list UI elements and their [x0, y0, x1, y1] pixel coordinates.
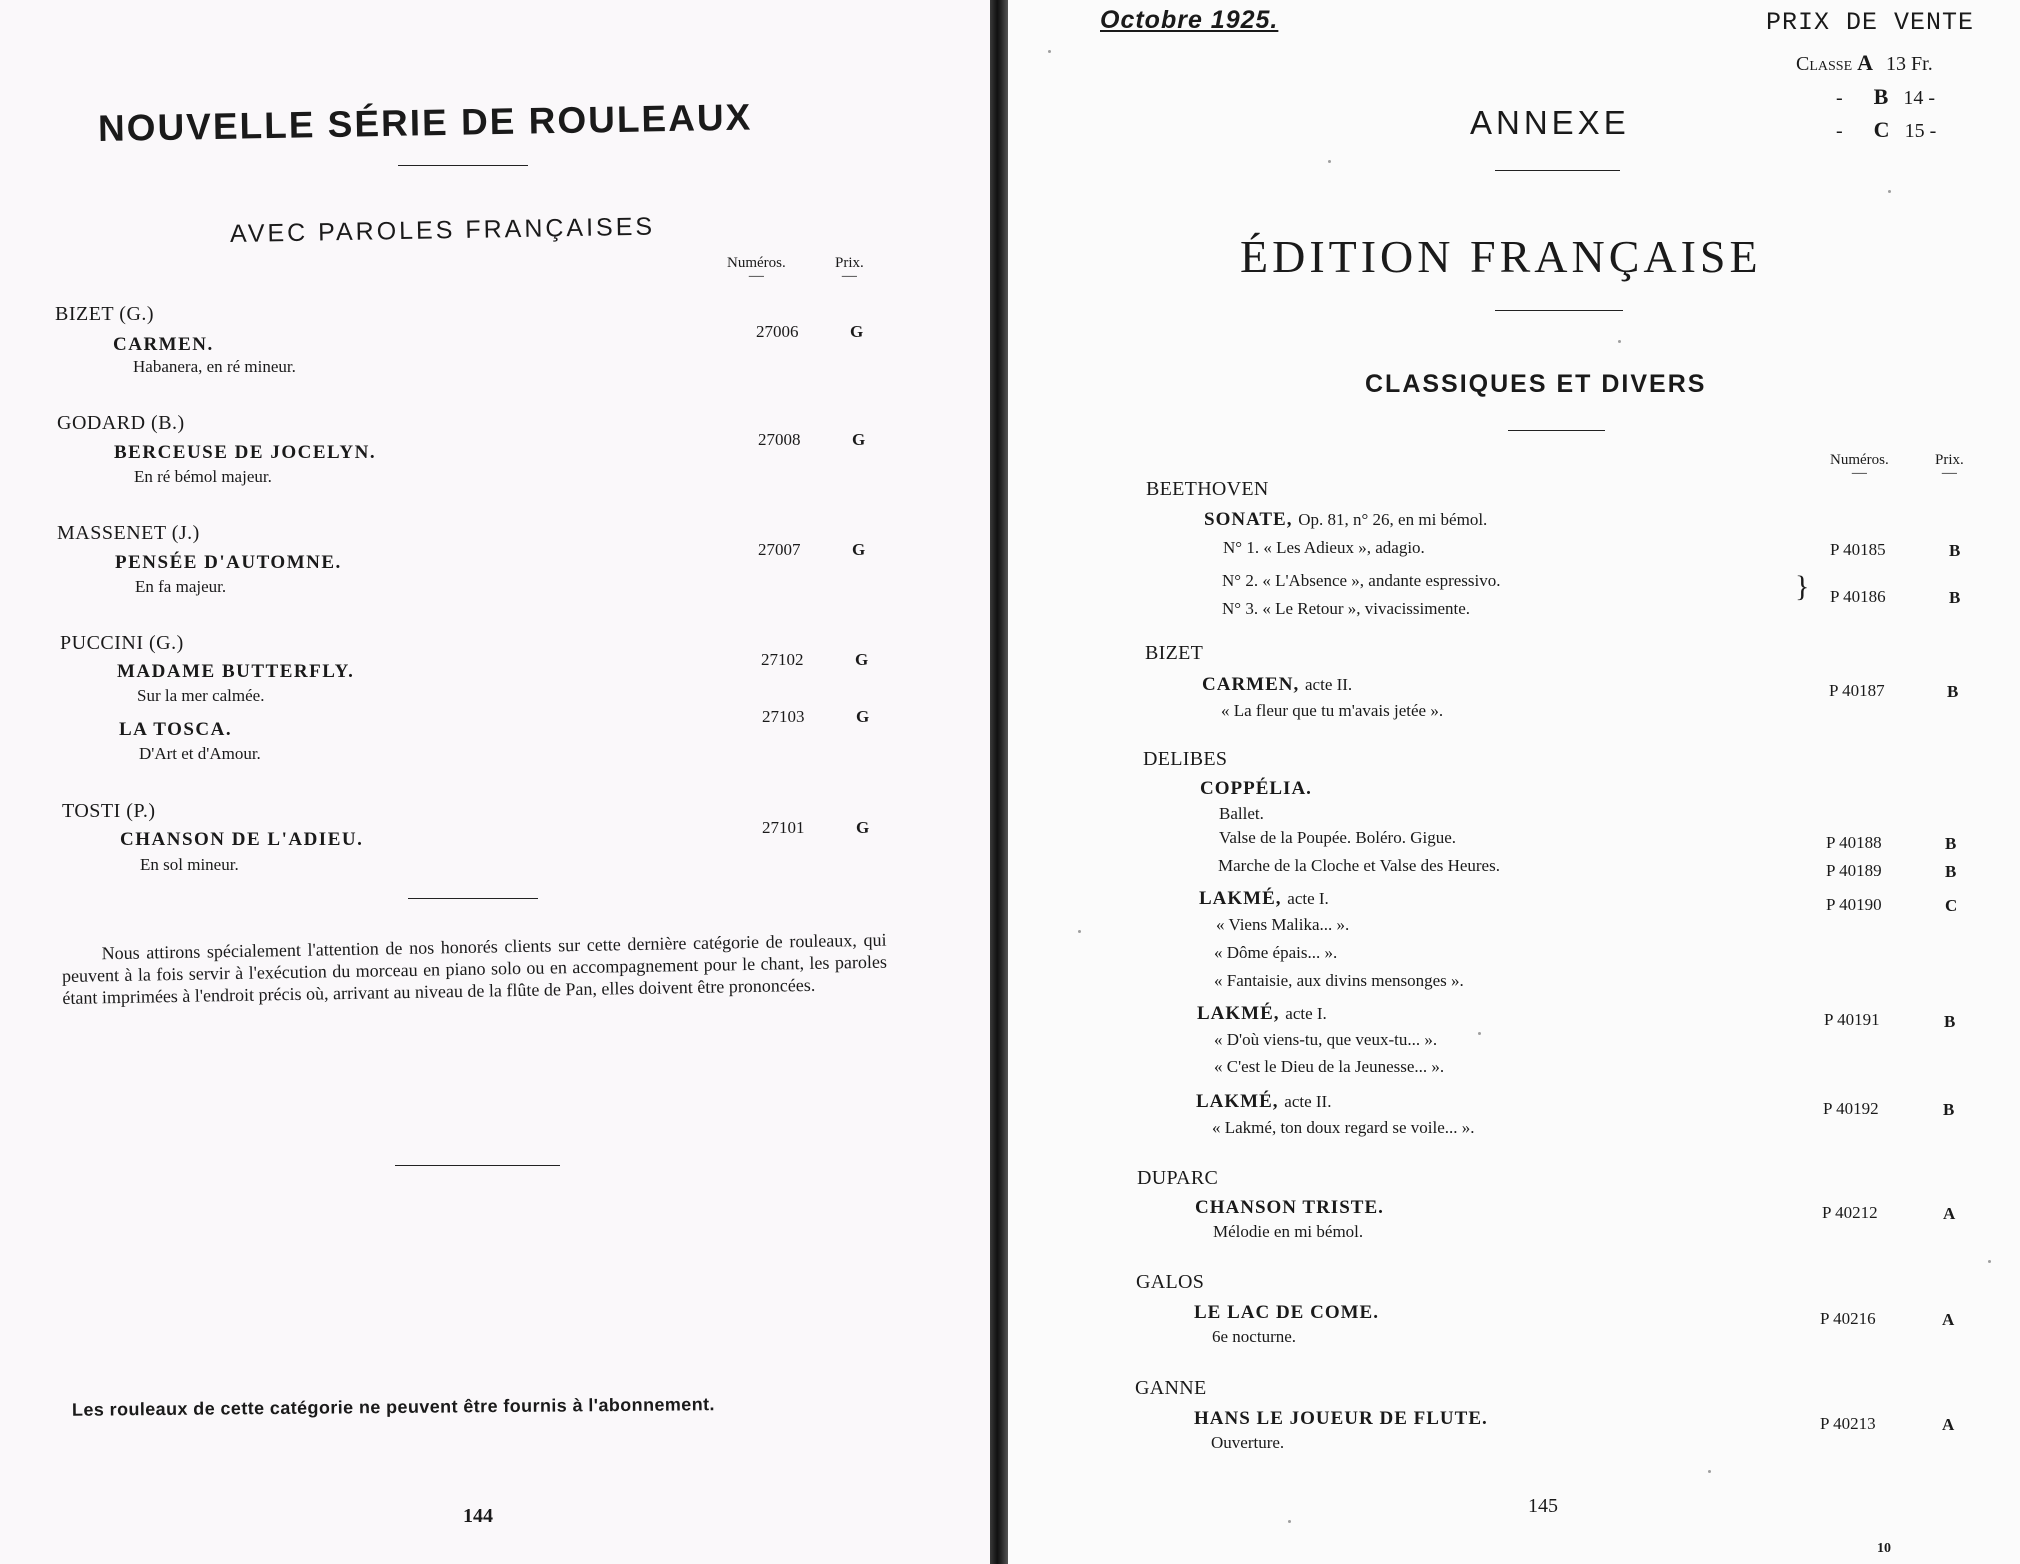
price-class-row: Classe A 13 Fr. [1796, 50, 1933, 75]
work-title: COPPÉLIA. [1200, 778, 1312, 799]
price-class: A [1942, 1415, 1955, 1434]
catalog-number: P 40191 [1824, 1010, 1880, 1029]
price-schedule-label: PRIX DE VENTE [1766, 8, 1975, 37]
annexe-heading: ANNEXE [1470, 104, 1630, 141]
work-detail: En sol mineur. [140, 855, 239, 874]
catalog-number: 27102 [761, 650, 804, 669]
catalog-number: P 40188 [1826, 833, 1882, 852]
work-detail: Ouverture. [1211, 1433, 1285, 1452]
footer-notice: Les rouleaux de cette catégorie ne peuvent être fournis à l'abonnement. [71, 1394, 715, 1420]
work-title: BERCEUSE DE JOCELYN. [114, 442, 377, 463]
composer-name: GALOS [1136, 1271, 1205, 1293]
work-title: CHANSON TRISTE. [1195, 1197, 1384, 1218]
grouping-brace: } [1795, 570, 1810, 603]
work-detail: « Lakmé, ton doux regard se voile... ». [1212, 1118, 1475, 1137]
notice-paragraph: Nous attirons spécialement l'attention de nos honorés clients sur cette dernière catégorie de rouleaux, qui peuvent à la fois servir à l'exécution du morceau en piano solo ou en accompagnement pour le chant, les paroles étant imprimées à l'endroit précis où, arrivant au niveau de la flûte de Pan, elles doivent être prononcées. [61, 929, 888, 1008]
price-class: G [852, 430, 866, 449]
work-detail: D'Art et d'Amour. [139, 744, 261, 763]
composer-name: DUPARC [1137, 1167, 1219, 1189]
catalog-number: P 40213 [1820, 1414, 1876, 1433]
section-heading: CLASSIQUES ET DIVERS [1365, 370, 1707, 398]
catalog-number: 27008 [758, 430, 801, 449]
left-heading: NOUVELLE SÉRIE DE ROULEAUX [97, 96, 753, 149]
price-class: B [1945, 834, 1957, 853]
work-title: LE LAC DE COME. [1194, 1302, 1379, 1323]
divider [395, 1165, 560, 1166]
price-class-row: - B 14 - [1836, 84, 1936, 109]
composer-name: DELIBES [1143, 748, 1228, 770]
column-header-numeros: Numéros. — [1830, 452, 1889, 481]
work-detail: N° 1. « Les Adieux », adagio. [1223, 538, 1425, 557]
catalog-number: P 40212 [1822, 1203, 1878, 1222]
price-class: A [1942, 1310, 1955, 1329]
divider [1495, 310, 1623, 311]
work-detail: N° 3. « Le Retour », vivacissimente. [1222, 599, 1471, 618]
composer-name: TOSTI (P.) [62, 800, 156, 822]
catalog-number: 27007 [758, 540, 801, 559]
composer-name: GODARD (B.) [57, 412, 185, 434]
work-title: LA TOSCA. [119, 719, 233, 740]
price-class: C [1945, 896, 1958, 915]
composer-name: BIZET (G.) [55, 303, 155, 325]
divider [408, 898, 538, 899]
column-header-numeros: Numéros. — [727, 255, 786, 284]
page-number: 145 [1528, 1495, 1558, 1517]
work-detail: « D'où viens-tu, que veux-tu... ». [1214, 1030, 1438, 1049]
column-header-prix: Prix. — [835, 255, 864, 284]
work-detail: 6e nocturne. [1212, 1327, 1297, 1346]
price-class-row: - C 15 - [1836, 117, 1937, 142]
catalog-number: P 40185 [1830, 540, 1886, 559]
work-detail: Valse de la Poupée. Boléro. Gigue. [1219, 828, 1456, 847]
work-title: HANS LE JOUEUR DE FLUTE. [1194, 1408, 1488, 1429]
catalog-number: P 40186 [1830, 587, 1886, 606]
issue-date: Octobre 1925. [1100, 6, 1279, 34]
left-page [0, 0, 990, 1564]
work-detail: « Viens Malika... ». [1216, 915, 1350, 934]
work-detail: Marche de la Cloche et Valse des Heures. [1218, 856, 1500, 875]
composer-name: GANNE [1135, 1377, 1207, 1399]
price-class: G [855, 650, 869, 669]
price-class: B [1944, 1012, 1956, 1031]
work-title: LAKMÉ, acte II. [1196, 1091, 1332, 1112]
price-schedule [1766, 8, 1974, 37]
work-detail: Ballet. [1219, 804, 1264, 823]
edition-heading: ÉDITION FRANÇAISE [1240, 231, 1762, 282]
work-detail: N° 2. « L'Absence », andante espressivo. [1222, 571, 1501, 590]
composer-name: BIZET [1145, 642, 1204, 664]
composer-name: PUCCINI (G.) [60, 632, 184, 654]
catalog-number: 27006 [756, 322, 799, 341]
work-detail: Habanera, en ré mineur. [133, 357, 296, 376]
price-class: B [1949, 541, 1961, 560]
composer-name: BEETHOVEN [1146, 478, 1269, 500]
divider [1495, 170, 1620, 171]
page-number: 144 [463, 1505, 493, 1527]
work-title: LAKMÉ, acte I. [1197, 1003, 1327, 1024]
composer-name: MASSENET (J.) [57, 522, 200, 544]
price-class: B [1949, 588, 1961, 607]
work-title: SONATE, Op. 81, n° 26, en mi bémol. [1204, 509, 1488, 530]
price-class: G [856, 818, 870, 837]
price-class: G [856, 707, 870, 726]
work-title: CARMEN. [113, 334, 214, 355]
work-title: PENSÉE D'AUTOMNE. [115, 552, 342, 573]
book-gutter [990, 0, 1008, 1564]
work-detail: En ré bémol majeur. [134, 467, 272, 486]
catalog-number: 27103 [762, 707, 805, 726]
price-class: G [850, 322, 864, 341]
catalog-number: P 40216 [1820, 1309, 1876, 1328]
catalog-number: P 40190 [1826, 895, 1882, 914]
column-header-prix: Prix. — [1935, 452, 1964, 481]
right-page [1008, 0, 2020, 1564]
work-detail: « La fleur que tu m'avais jetée ». [1221, 701, 1444, 720]
price-class: A [1943, 1204, 1956, 1223]
work-detail: « Fantaisie, aux divins mensonges ». [1214, 971, 1464, 990]
price-class: G [852, 540, 866, 559]
work-title: CHANSON DE L'ADIEU. [120, 829, 364, 850]
catalog-number: P 40189 [1826, 861, 1882, 880]
work-title: LAKMÉ, acte I. [1199, 888, 1329, 909]
left-subheading: AVEC PAROLES FRANÇAISES [229, 212, 656, 248]
work-detail: « C'est le Dieu de la Jeunesse... ». [1214, 1057, 1445, 1076]
price-class: B [1943, 1100, 1955, 1119]
catalog-number: 27101 [762, 818, 805, 837]
work-detail: Sur la mer calmée. [137, 686, 265, 705]
price-class: B [1947, 682, 1959, 701]
price-class: B [1945, 862, 1957, 881]
work-title: MADAME BUTTERFLY. [117, 661, 355, 682]
corner-number: 10 [1877, 1541, 1891, 1556]
work-detail: « Dôme épais... ». [1214, 943, 1338, 962]
catalog-number: P 40187 [1829, 681, 1885, 700]
divider [398, 165, 528, 166]
catalog-number: P 40192 [1823, 1099, 1879, 1118]
divider [1508, 430, 1605, 431]
work-title: CARMEN, acte II. [1202, 674, 1353, 695]
work-detail: En fa majeur. [135, 577, 227, 596]
work-detail: Mélodie en mi bémol. [1213, 1222, 1364, 1241]
